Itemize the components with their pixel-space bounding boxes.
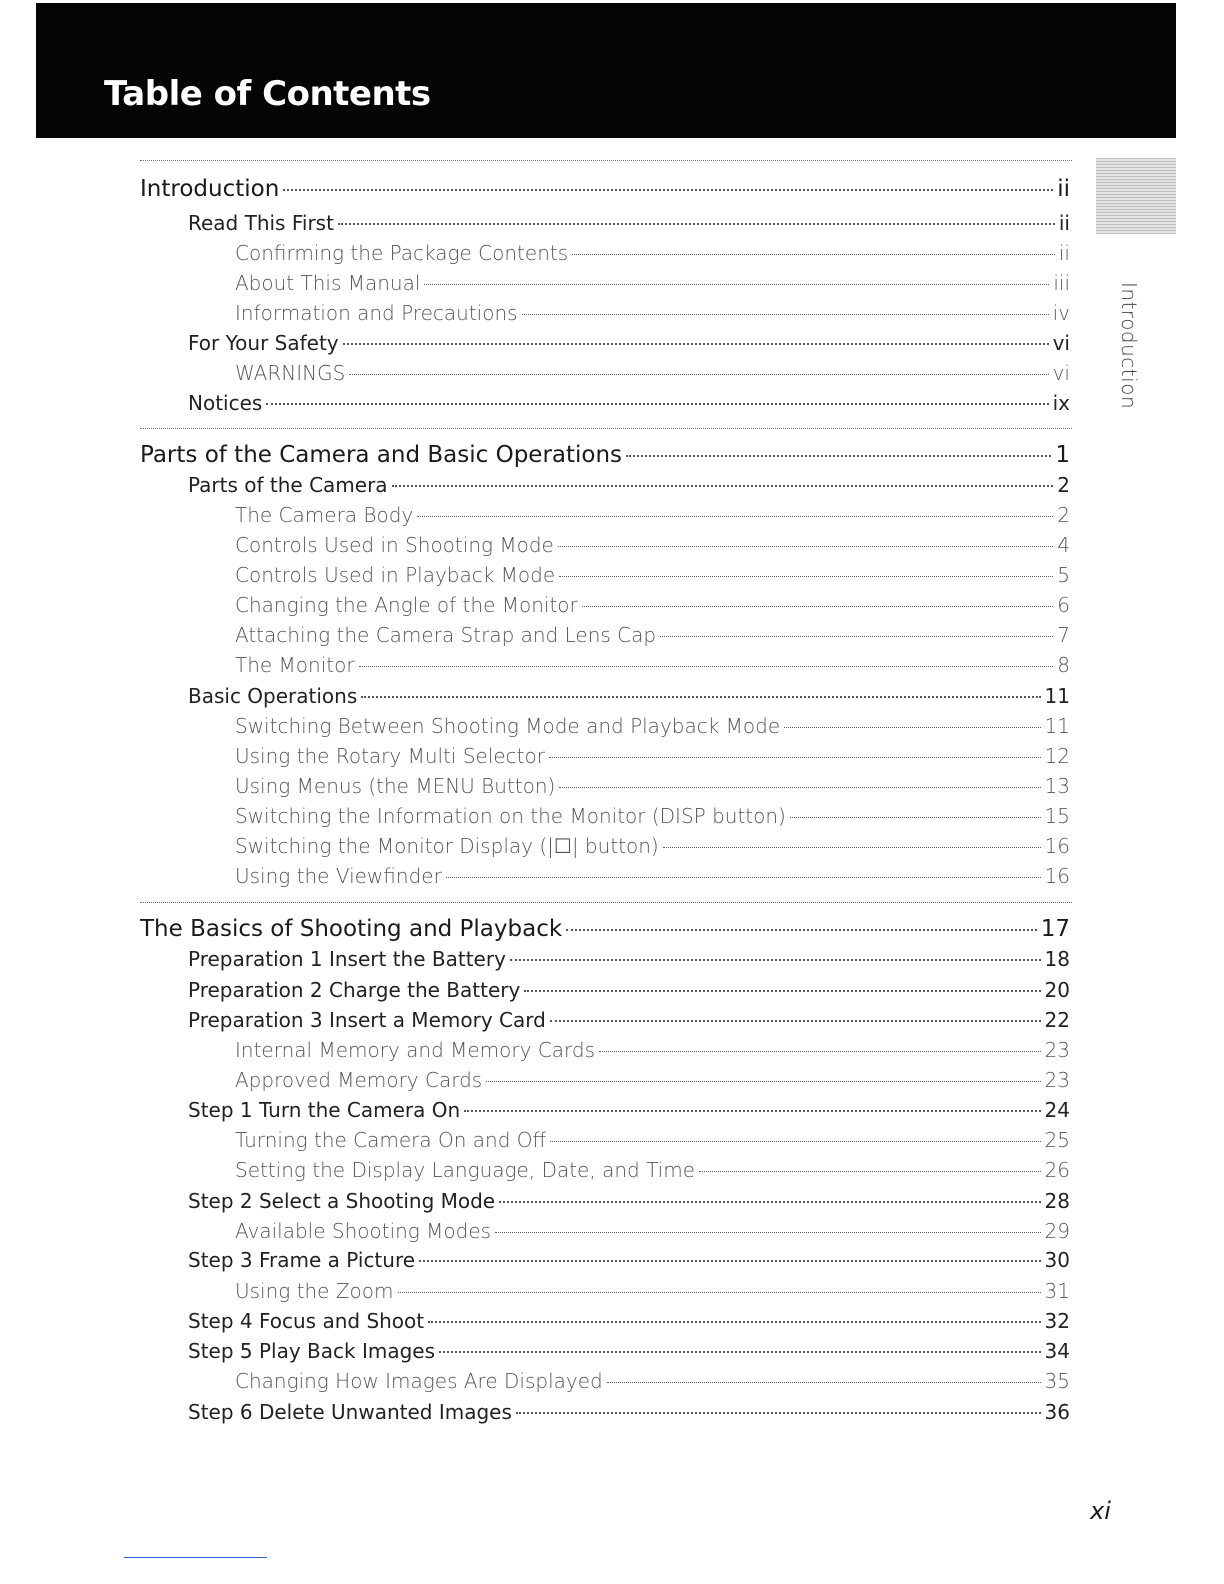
toc-entry-title: Setting the Display Language, Date, and Time	[235, 1158, 696, 1182]
footer-link-underline	[124, 1557, 267, 1558]
toc-leader-dots	[428, 1321, 1040, 1323]
toc-entry[interactable]	[235, 834, 1070, 858]
toc-entry[interactable]	[235, 271, 1070, 295]
toc-entry[interactable]	[235, 241, 1070, 265]
toc-leader-dots	[338, 223, 1055, 225]
toc-entry-page: 4	[1057, 533, 1070, 557]
toc-entry-page: 22	[1044, 1008, 1070, 1032]
toc-entry[interactable]	[235, 1279, 1070, 1303]
toc-entry-page: ix	[1052, 391, 1070, 415]
toc-entry[interactable]	[235, 503, 1070, 527]
toc-entry-title: Parts of the Camera	[188, 473, 388, 497]
toc-entry-page: 15	[1044, 804, 1070, 828]
toc-leader-dots	[392, 485, 1054, 487]
toc-leader-dots	[522, 314, 1049, 315]
toc-entry-page: 20	[1044, 978, 1070, 1002]
section-tab-label: Introduction	[1117, 282, 1141, 410]
section-tab-marker	[1096, 158, 1176, 234]
section-divider	[140, 428, 1072, 429]
toc-leader-dots	[790, 817, 1041, 818]
toc-entry[interactable]	[188, 211, 1070, 235]
toc-entry-title: The Monitor	[235, 653, 355, 677]
toc-entry[interactable]	[235, 1219, 1070, 1243]
toc-entry-page: 34	[1044, 1339, 1070, 1363]
toc-entry-page: ii	[1057, 176, 1070, 202]
toc-entry[interactable]	[188, 947, 1070, 971]
toc-leader-dots	[559, 787, 1040, 788]
toc-entry-page: 12	[1044, 744, 1070, 768]
toc-entry[interactable]	[188, 1400, 1070, 1424]
toc-entry[interactable]	[235, 1369, 1070, 1393]
toc-entry-page: 36	[1044, 1400, 1070, 1424]
toc-entry-title: Step 6 Delete Unwanted Images	[188, 1400, 512, 1424]
toc-entry-page: 23	[1044, 1068, 1070, 1092]
header-bar	[36, 3, 1176, 138]
toc-leader-dots	[361, 696, 1040, 698]
toc-entry-page: 32	[1044, 1309, 1070, 1333]
toc-entry-title: Step 1 Turn the Camera On	[188, 1098, 461, 1122]
toc-entry-page: ii	[1058, 241, 1070, 265]
toc-entry-title: Notices	[188, 391, 263, 415]
toc-entry[interactable]	[188, 1189, 1070, 1213]
toc-leader-dots	[660, 636, 1053, 637]
toc-entry-page: 5	[1057, 563, 1070, 587]
toc-entry[interactable]	[188, 473, 1070, 497]
toc-entry[interactable]	[188, 978, 1070, 1002]
toc-entry[interactable]	[235, 1068, 1070, 1092]
toc-leader-dots	[582, 606, 1054, 607]
toc-entry[interactable]	[235, 361, 1070, 385]
toc-entry-title: Changing How Images Are Displayed	[235, 1369, 603, 1393]
toc-entry[interactable]	[188, 391, 1070, 415]
toc-entry[interactable]	[188, 1098, 1070, 1122]
toc-entry-title: Available Shooting Modes	[235, 1219, 492, 1243]
toc-entry[interactable]	[188, 331, 1070, 355]
toc-entry-page: 1	[1055, 442, 1070, 468]
toc-entry[interactable]	[188, 1008, 1070, 1032]
toc-entry-title: Information and Precautions	[235, 301, 518, 325]
toc-entry-title: Step 2 Select a Shooting Mode	[188, 1189, 496, 1213]
toc-entry-title: Using Menus (the MENU Button)	[235, 774, 556, 798]
toc-leader-dots	[343, 343, 1049, 345]
toc-entry-page: vi	[1052, 361, 1070, 385]
toc-leader-dots	[663, 847, 1041, 848]
toc-entry-page: 29	[1044, 1219, 1070, 1243]
toc-entry-title: Changing the Angle of the Monitor	[235, 593, 578, 617]
toc-leader-dots	[349, 374, 1048, 375]
toc-leader-dots	[419, 1260, 1041, 1262]
toc-entry-title: Using the Rotary Multi Selector	[235, 744, 545, 768]
section-divider	[140, 160, 1072, 161]
toc-entry-title: Switching the Information on the Monitor (DISP button)	[235, 804, 786, 828]
toc-leader-dots	[464, 1110, 1040, 1112]
toc-entry[interactable]	[235, 744, 1070, 768]
section-divider	[140, 902, 1072, 903]
toc-leader-dots	[550, 1020, 1041, 1022]
toc-entry[interactable]	[235, 593, 1070, 617]
toc-leader-dots	[417, 516, 1053, 517]
toc-leader-dots	[424, 284, 1049, 285]
toc-entry-page: 16	[1044, 834, 1070, 858]
toc-entry-page: 24	[1044, 1098, 1070, 1122]
toc-entry-title: Preparation 2 Charge the Battery	[188, 978, 521, 1002]
toc-entry-page: 18	[1044, 947, 1070, 971]
toc-leader-dots	[599, 1051, 1041, 1052]
toc-entry-page: 6	[1057, 593, 1070, 617]
toc-entry[interactable]	[235, 1038, 1070, 1062]
toc-entry-title: WARNINGS	[235, 361, 346, 385]
toc-entry[interactable]	[235, 804, 1070, 828]
toc-entry-title: Switching Between Shooting Mode and Playback Mode	[235, 714, 781, 738]
toc-entry-title: Preparation 3 Insert a Memory Card	[188, 1008, 546, 1032]
toc-entry[interactable]	[235, 623, 1070, 647]
toc-entry-title: Using the Viewfinder	[235, 864, 442, 888]
toc-entry[interactable]	[235, 774, 1070, 798]
toc-leader-dots	[266, 403, 1048, 405]
toc-entry-title: Confirming the Package Contents	[235, 241, 569, 265]
page-title: Table of Contents	[104, 74, 431, 114]
toc-entry-title: Basic Operations	[188, 684, 358, 708]
toc-entry-title: Preparation 1 Insert the Battery	[188, 947, 506, 971]
toc-entry-title: Step 5 Play Back Images	[188, 1339, 436, 1363]
toc-entry-title: The Camera Body	[235, 503, 414, 527]
toc-entry-page: 23	[1044, 1038, 1070, 1062]
toc-leader-dots	[566, 929, 1037, 931]
toc-leader-dots	[572, 254, 1055, 255]
toc-leader-dots	[359, 666, 1054, 667]
toc-entry[interactable]	[235, 653, 1070, 677]
toc-entry-title: Read This First	[188, 211, 334, 235]
toc-entry-title: Internal Memory and Memory Cards	[235, 1038, 596, 1062]
toc-entry[interactable]	[235, 714, 1070, 738]
toc-entry-page: 13	[1044, 774, 1070, 798]
toc-entry[interactable]	[188, 1309, 1070, 1333]
toc-entry-title: Step 3 Frame a Picture	[188, 1248, 416, 1272]
toc-entry-title: The Basics of Shooting and Playback	[140, 916, 563, 942]
toc-entry-title: Controls Used in Playback Mode	[235, 563, 556, 587]
toc-leader-dots	[495, 1232, 1040, 1233]
toc-entry-title: About This Manual	[235, 271, 421, 295]
toc-entry-title: Switching the Monitor Display (|☐| button)	[235, 834, 659, 858]
toc-entry-page: 16	[1044, 864, 1070, 888]
toc-leader-dots	[699, 1171, 1041, 1172]
toc-entry[interactable]	[235, 301, 1070, 325]
toc-entry-title: Approved Memory Cards	[235, 1068, 483, 1092]
toc-entry-page: 26	[1044, 1158, 1070, 1182]
toc-entry[interactable]	[140, 916, 1070, 942]
toc-entry-title: For Your Safety	[188, 331, 339, 355]
toc-leader-dots	[626, 455, 1051, 457]
toc-entry[interactable]	[235, 1128, 1070, 1152]
toc-leader-dots	[558, 546, 1053, 547]
toc-entry[interactable]	[188, 684, 1070, 708]
toc-leader-dots	[607, 1382, 1041, 1383]
toc-leader-dots	[486, 1081, 1040, 1082]
toc-entry-page: 30	[1044, 1248, 1070, 1272]
toc-entry-page: 25	[1044, 1128, 1070, 1152]
page-number: xi	[1090, 1497, 1111, 1525]
toc-entry-page: 2	[1057, 503, 1070, 527]
toc-entry[interactable]	[235, 864, 1070, 888]
toc-entry[interactable]	[235, 533, 1070, 557]
toc-entry-page: 35	[1044, 1369, 1070, 1393]
toc-leader-dots	[398, 1292, 1041, 1293]
toc-leader-dots	[784, 727, 1040, 728]
toc-leader-dots	[446, 877, 1041, 878]
toc-leader-dots	[439, 1351, 1041, 1353]
toc-entry-page: 2	[1057, 473, 1070, 497]
toc-entry-page: 31	[1044, 1279, 1070, 1303]
toc-leader-dots	[550, 1141, 1040, 1142]
toc-entry[interactable]	[188, 1339, 1070, 1363]
toc-entry-page: 11	[1044, 714, 1070, 738]
toc-entry-title: Parts of the Camera and Basic Operations	[140, 442, 623, 468]
toc-entry-page: 7	[1057, 623, 1070, 647]
toc-leader-dots	[559, 576, 1053, 577]
toc-entry-title: Attaching the Camera Strap and Lens Cap	[235, 623, 657, 647]
toc-entry-page: 11	[1044, 684, 1070, 708]
toc-entry-title: Step 4 Focus and Shoot	[188, 1309, 425, 1333]
toc-entry[interactable]	[235, 1158, 1070, 1182]
toc-entry-page: 8	[1057, 653, 1070, 677]
toc-entry[interactable]	[235, 563, 1070, 587]
toc-entry-title: Turning the Camera On and Off	[235, 1128, 547, 1152]
toc-entry-page: 28	[1044, 1189, 1070, 1213]
toc-entry-title: Introduction	[140, 176, 280, 202]
toc-leader-dots	[283, 189, 1053, 191]
toc-entry-page: ii	[1058, 211, 1070, 235]
toc-entry-page: iv	[1052, 301, 1070, 325]
toc-entry-title: Controls Used in Shooting Mode	[235, 533, 554, 557]
toc-entry[interactable]	[140, 442, 1070, 468]
toc-leader-dots	[516, 1412, 1041, 1414]
toc-leader-dots	[510, 959, 1041, 961]
toc-entry-page: 17	[1040, 916, 1070, 942]
toc-leader-dots	[499, 1201, 1040, 1203]
toc-leader-dots	[524, 990, 1040, 992]
toc-entry[interactable]	[140, 176, 1070, 202]
toc-entry-title: Using the Zoom	[235, 1279, 394, 1303]
toc-leader-dots	[549, 757, 1041, 758]
toc-entry-page: vi	[1052, 331, 1070, 355]
toc-entry-page: iii	[1053, 271, 1070, 295]
toc-entry[interactable]	[188, 1248, 1070, 1272]
